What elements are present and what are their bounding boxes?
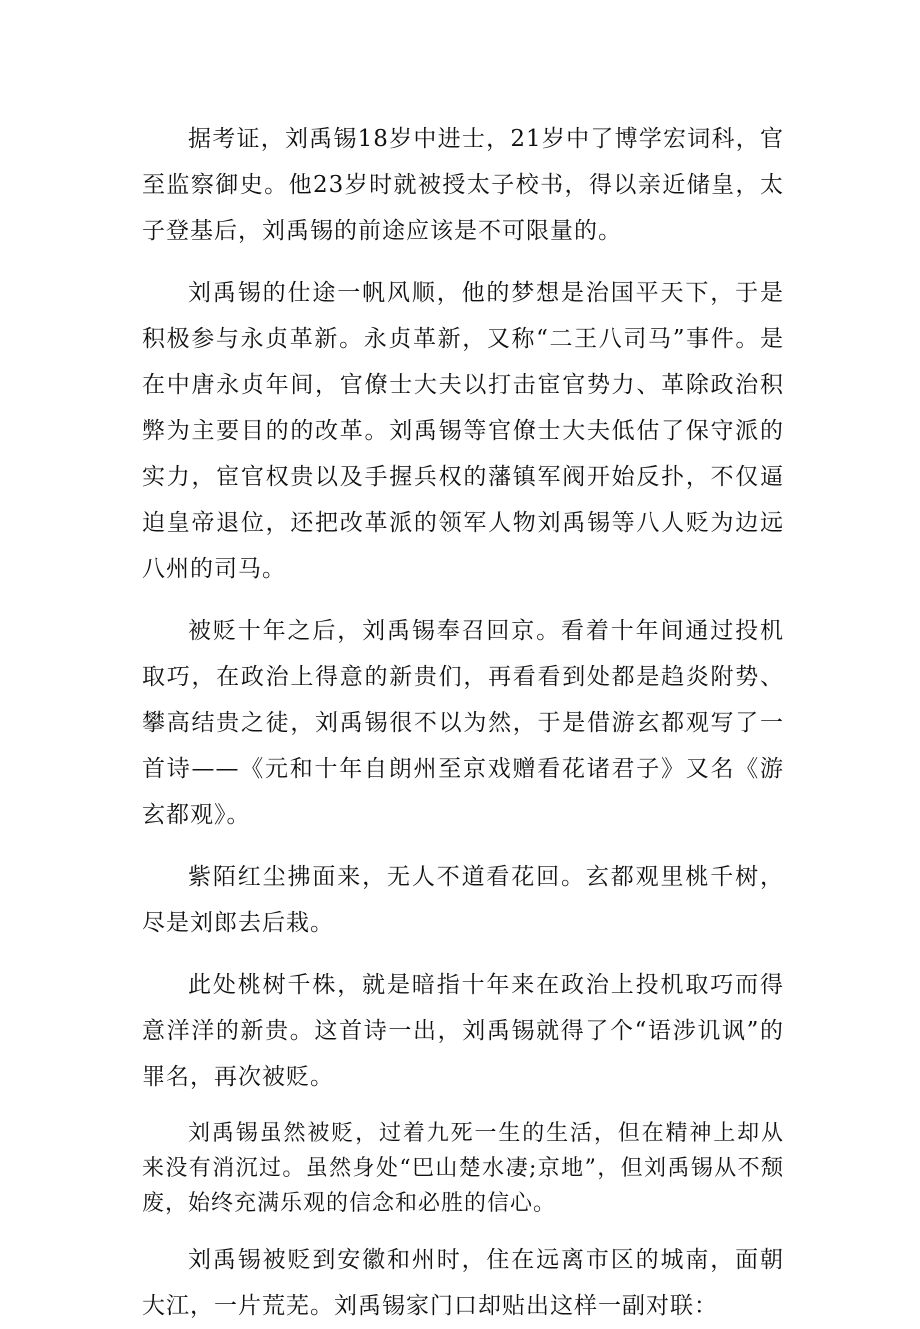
paragraph-3: 被贬十年之后，刘禹锡奉召回京。看着十年间通过投机取巧，在政治上得意的新贵们，再看看到处都是趋炎附势、攀高结贵之徒，刘禹锡很不以为然，于是借游玄都观写了一首诗——《元和十年自朗州至京戏赠看花诸君子》又名《游玄都观》。 xyxy=(142,618,784,828)
paragraph-2: 刘禹锡的仕途一帆风顺，他的梦想是治国平天下，于是积极参与永贞革新。永贞革新，又称“二王八司马”事件。是在中唐永贞年间，官僚士大夫以打击宦官势力、革除政治积弊为主要目的的改革。刘禹锡等官僚士大夫低估了保守派的实力，宦官权贵以及手握兵权的藩镇军阀开始反扑，不仅逼迫皇帝退位，还把改革派的领军人物刘禹锡等八人贬为边远八州的司马。 xyxy=(142,280,784,582)
paragraph-gap xyxy=(142,1100,784,1116)
paragraph-gap xyxy=(142,838,784,854)
paragraph-6: 刘禹锡虽然被贬，过着九死一生的生活，但在精神上却从来没有消沉过。虽然身处“巴山楚水凄;京地”，但刘禹锡从不颓废，始终充满乐观的信念和必胜的信心。 xyxy=(142,1121,784,1216)
paragraph-5: 此处桃树千株，就是暗指十年来在政治上投机取巧而得意洋洋的新贵。这首诗一出，刘禹锡就得了个“语涉讥讽”的罪名，再次被贬。 xyxy=(142,972,784,1090)
poem-paragraph: 紫陌红尘拂面来，无人不道看花回。玄都观里桃千树，尽是刘郎去后栽。 xyxy=(142,864,784,936)
paragraph-gap xyxy=(142,254,784,270)
document-page xyxy=(142,116,784,1329)
paragraph-1: 据考证，刘禹锡18岁中进士，21岁中了博学宏词科，官至监察御史。他23岁时就被授太子校书，得以亲近储皇，太子登基后，刘禹锡的前途应该是不可限量的。 xyxy=(142,126,784,244)
paragraph-7: 刘禹锡被贬到安徽和州时，住在远离市区的城南，面朝大江，一片荒芜。刘禹锡家门口却贴出这样一副对联： xyxy=(142,1247,784,1319)
paragraph-gap xyxy=(142,1221,784,1237)
paragraph-gap xyxy=(142,946,784,962)
paragraph-gap xyxy=(142,592,784,608)
